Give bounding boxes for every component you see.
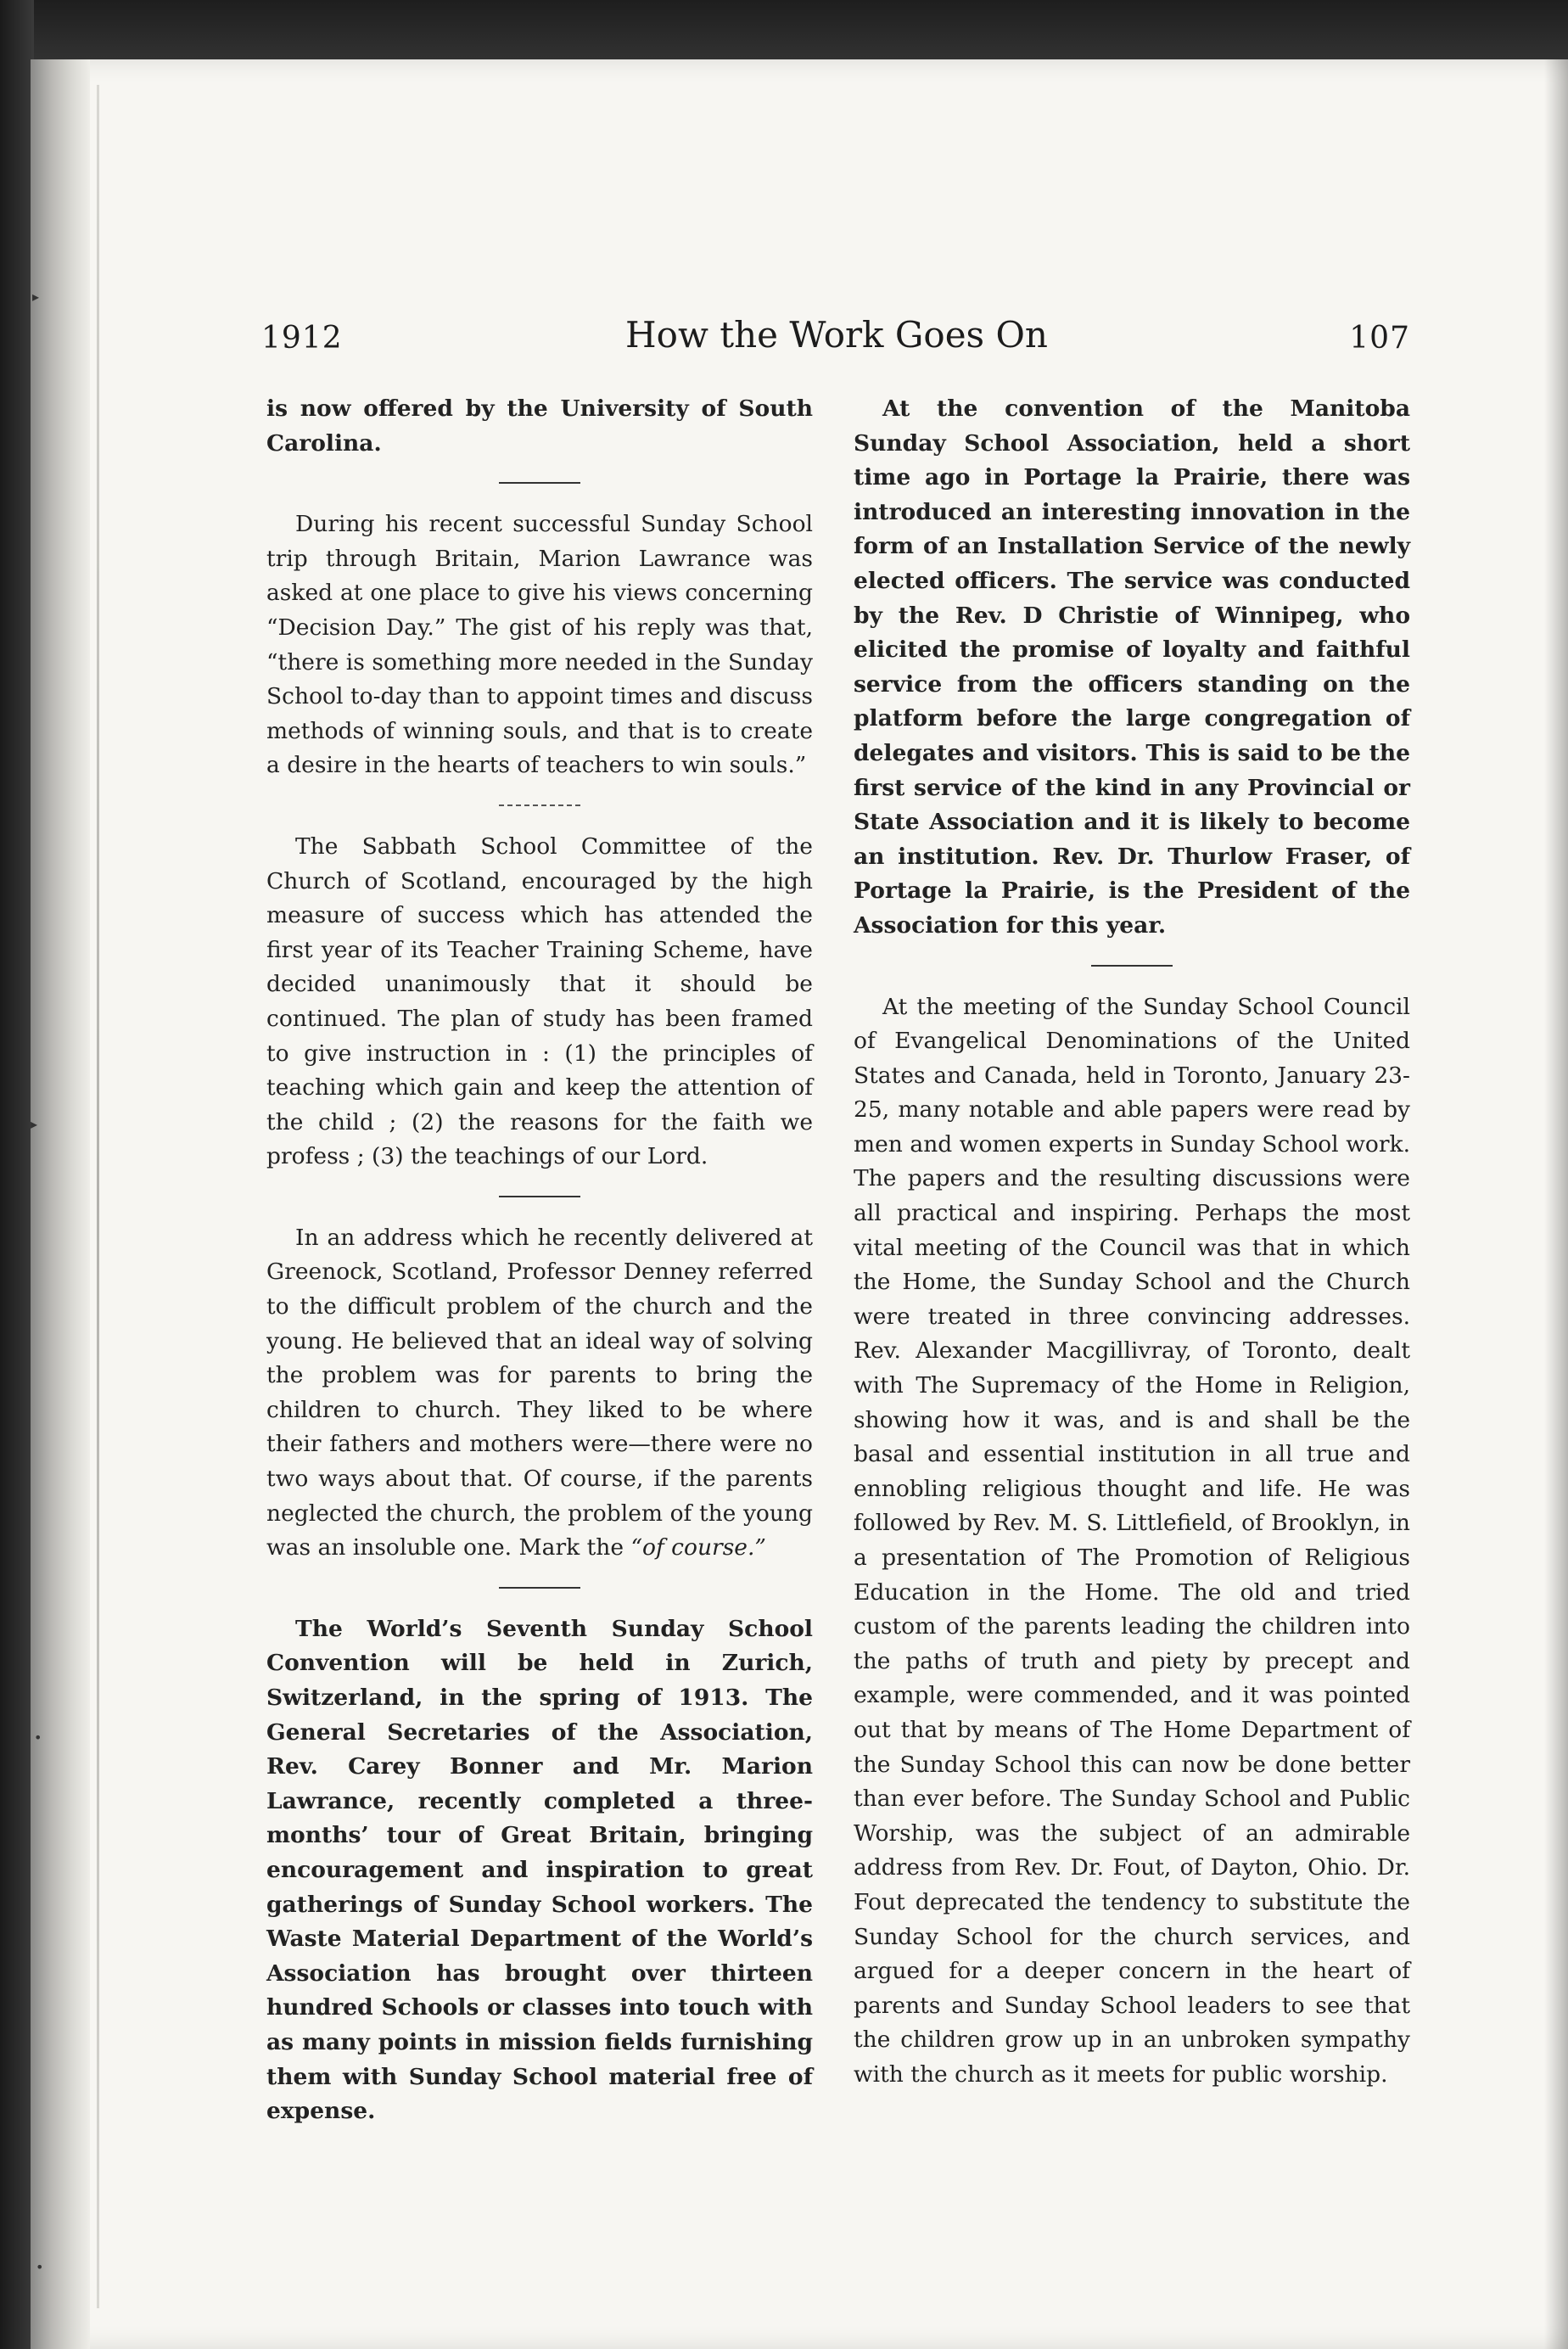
paragraph: The Sabbath School Committee of the Church of Scotland, encouraged by the high measure of success which has attended the first year of its Teacher Training Scheme, have decided unanimously that it should be continued. The plan of study has been framed to give instruction in : (1) the principles of teaching which gain and keep the attention of the child ; (2) the reasons for the faith we profess ; (3) the teachings of our Lord. — [266, 833, 813, 1170]
section-divider — [499, 482, 580, 484]
left-column — [266, 392, 813, 2129]
section-divider — [1091, 965, 1173, 967]
gutter-crease — [97, 85, 99, 2308]
page-edge-shadow — [1544, 59, 1568, 2349]
paragraph: is now offered by the University of South Carolina. — [266, 395, 813, 457]
page-number: 107 — [1349, 321, 1410, 356]
right-column — [854, 392, 1410, 2093]
header-year: 1912 — [261, 321, 343, 356]
margin-speck: ▸ — [32, 289, 40, 305]
margin-speck: ▸ — [31, 1116, 38, 1132]
paragraph: During his recent successful Sunday School trip through Britain, Marion Lawrance was asked at one place to give his views concerning “Decision Day.” The gist of his reply was that, “there is something more needed in the Sunday School to-day than to appoint times and discuss methods of winning souls, and that is to create a desire in the hearts of teachers to win souls.” — [266, 511, 813, 779]
margin-speck: • — [34, 1730, 42, 1746]
paragraph: At the convention of the Manitoba Sunday School Association, held a short time ago in Portage la Prairie, there was introduced an interesting innovation in the form of an Installation Service of the newly elected officers. The service was conducted by the Rev. D Christie of Winnipeg, who elicited the promise of loyalty and faithful service from the officers standing on the platform before the large congregation of delegates and visitors. This is said to be the first service of the kind in any Provincial or State Association and it is likely to become an institution. Rev. Dr. Thurlow Fraser, of Portage la Prairie, is the President of the Association for this year. — [854, 395, 1410, 939]
scanner-background-top — [0, 0, 1568, 64]
paragraph — [266, 1221, 813, 1566]
running-header — [260, 314, 1414, 365]
book-page — [31, 59, 1568, 2349]
margin-speck: • — [36, 2259, 44, 2275]
section-divider — [499, 1196, 580, 1197]
binding-gutter — [31, 59, 90, 2349]
scanner-background-left — [0, 0, 34, 2349]
header-title: How the Work Goes On — [625, 314, 1048, 356]
paragraph: At the meeting of the Sunday School Council of Evangelical Denominations of the United States and Canada, held in Toronto, January 23-25, many notable and able papers were read by men and women experts in Sunday School work. The papers and the resulting discussions were all practical and inspiring. Perhaps the most vital meeting of the Council was that in which the Home, the Sunday School and the Church were treated in three convincing addresses. Rev. Alexander Macgillivray, of Toronto, dealt with The Supremacy of the Home in Religion, showing how it was, and is and shall be the basal and essential institution in all true and ennobling religious thought and life. He was followed by Rev. M. S. Littlefield, of Brooklyn, in a presentation of The Promotion of Religious Education in the Home. The old and tried custom of the parents leading the children into the paths of truth and piety by precept and example, were commended, and it was pointed out that by means of The Home Department of the Sunday School this can now be done better than ever before. The Sunday School and Public Worship, was the subject of an admirable address from Rev. Dr. Fout, of Dayton, Ohio. Dr. Fout deprecated the tendency to substitute the Sunday School for the church services, and argued for a deeper concern in the heart of parents and Sunday School leaders to see that the children grow up in an unbroken sympathy with the church as it meets for public worship. — [854, 993, 1410, 2088]
section-divider — [499, 1587, 580, 1589]
section-divider — [499, 804, 580, 806]
paragraph: The World’s Seventh Sunday School Convention will be held in Zurich, Switzerland, in the spring of 1913. The General Secretaries of the Association, Rev. Carey Bonner and Mr. Marion Lawrance, recently completed a three-months’ tour of Great Britain, bringing encouragement and inspiration to great gatherings of Sunday School workers. The Waste Material Department of the World’s Association has brought over thirteen hundred Schools or classes into touch with as many points in mission fields furnishing them with Sunday School material free of expense. — [266, 1615, 813, 2125]
italic-quote: “of course.” — [630, 1534, 766, 1561]
paragraph-text: In an address which he recently delivered at Greenock, Scotland, Professor Denney referred to the difficult problem of the church and the young. He believed that an ideal way of solving the problem was for parents to bring the children to church. They liked to be where their fathers and mothers were—there were no two ways about that. Of course, if the parents neglected the church, the problem of the young was an insoluble one. Mark the — [266, 1224, 813, 1561]
